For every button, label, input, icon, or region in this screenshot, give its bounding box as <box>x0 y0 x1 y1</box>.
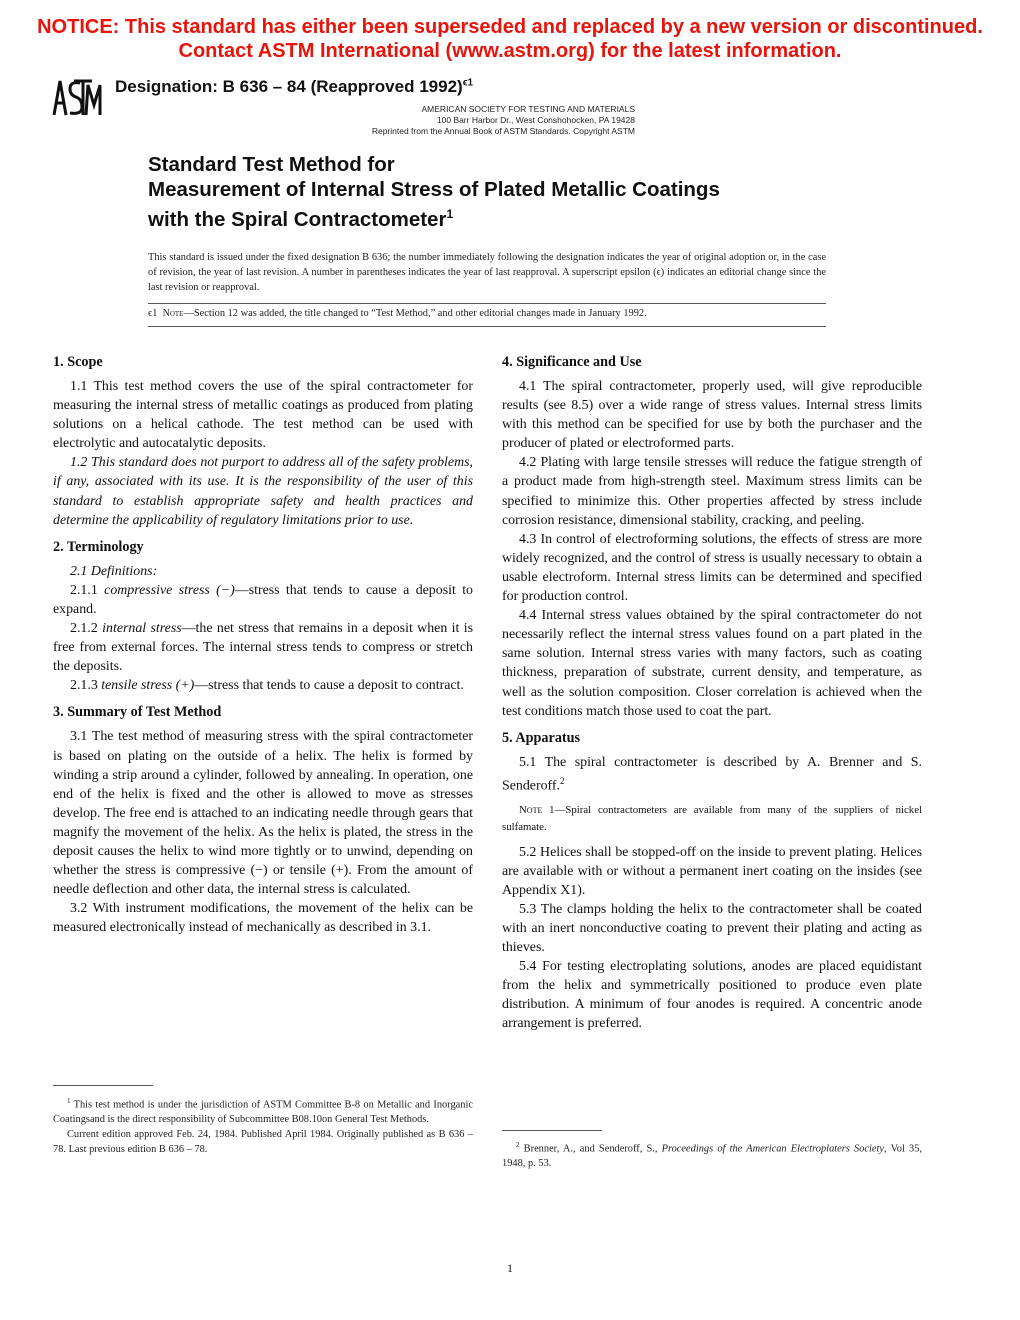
publisher-block <box>300 104 635 137</box>
paragraph: 4.3 In control of electroforming solutions, the effects of stress are more widely recognized, and the control of stress is usually necessary to obtain a usable electroform. Internal stress limits can be determined and specified for production control. <box>502 531 922 605</box>
astm-logo-icon <box>50 75 102 119</box>
paragraph: 2.1.1 compressive stress (−)—stress that tends to cause a deposit to expand. <box>53 582 473 617</box>
notice-line-2: Contact ASTM International (www.astm.org) for the latest information. <box>178 40 842 62</box>
section-heading: 5. Apparatus <box>502 729 581 746</box>
publisher-address: 100 Barr Harbor Dr., West Conshohocken, PA 19428 <box>436 115 635 125</box>
editorial-note: ϵ1 Note—Section 12 was added, the title changed to “Test Method,” and other editorial changes made in January 1992. <box>148 308 647 319</box>
notice-line-1: NOTICE: This standard has either been superseded and replaced by a new version or discontinued. <box>37 16 983 38</box>
paragraph: 4.4 Internal stress values obtained by the spiral contractometer do not necessarily reflect the internal stress values found on a part plated in the same solution. Internal stress varies with many factors, such as coating thickness, preparation of substrate, current density, and temperature, as well as the solution composition. Closer correlation is achieved when the test conditions match those used to coat the part. <box>502 608 922 719</box>
right-column <box>502 353 922 1033</box>
paragraph: 3.1 The test method of measuring stress with the spiral contractometer is based on plating on the outside of a helix. The helix is formed by winding a strip around a cylinder, followed by annealing. In operation, one end of the helix is fixed and the other is allowed to move as stresses develop. The free end is attached to an indicating needle through gears that magnify the movement of the helix. As the helix is plated, the stress in the deposit causes the helix to wind more tightly or to unwind, depending on whether the stress is compressive (−) or tensile (+). From the amount of needle deflection and other data, the internal stress is calculated. <box>53 729 473 898</box>
section-heading: 3. Summary of Test Method <box>53 704 222 721</box>
paragraph: 4.1 The spiral contractometer, properly used, will give reproducible results (see 8.5) over a wide range of stress values. Internal stress limits with this method can be specified for use by both the purchaser and the producer of plated or electroformed parts. <box>502 379 922 452</box>
designation: Designation: B 636 – 84 (Reapproved 1992)$^{\epsilon 1}$ <box>115 77 474 96</box>
publisher-name: AMERICAN SOCIETY FOR TESTING AND MATERIALS <box>421 104 635 114</box>
page-number: 1 <box>507 1261 513 1275</box>
reprint-line: Reprinted from the Annual Book of ASTM Standards. Copyright ASTM <box>371 126 635 136</box>
paragraph: 4.2 Plating with large tensile stresses will reduce the fatigue strength of a product made from high-strength steel. Maximum stress limits can be specified to minimize this. Other properties affected by stress include corrosion resistance, dimensional stability, cracking, and peeling. <box>502 455 922 528</box>
note-1: Note 1—Spiral contractometers are available from many of the suppliers of nickel sulfamate. <box>502 803 922 833</box>
left-column <box>53 353 473 937</box>
footnote-divider <box>53 1085 153 1086</box>
paragraph: 1.1 This test method covers the use of the spiral contractometer for measuring the internal stress of metallic coatings as produced from plating solutions on a helical cathode. The test method can be used with electrolytic and autocatalytic deposits. <box>53 379 473 452</box>
paragraph: 2.1.3 tensile stress (+)—stress that tends to cause a deposit to contract. <box>70 678 464 694</box>
paragraph: 1.2 This standard does not purport to address all of the safety problems, if any, associated with its use. It is the responsibility of the user of this standard to establish appropriate safety and health practices and determine the applicability of regulatory limitations prior to use. <box>53 455 473 528</box>
footnote-2: $^2$ Brenner, A., and Senderoff, S., Proceedings of the American Electroplaters Society, Vol 35, 1948, p. 53. <box>502 1141 922 1170</box>
paragraph: 2.1.2 internal stress—the net stress that remains in a deposit when it is free from external forces. The internal stress tends to compress or stretch the deposits. <box>53 621 473 675</box>
section-heading: 1. Scope <box>53 354 103 370</box>
footnote-1: $^1$ This test method is under the jurisdiction of ASTM Committee B-8 on Metallic and Inorganic Coatingsand is the direct responsibility of Subcommittee B08.10on General Test Methods. Current edition approved Feb. 24, 1984. Published April 1984. Originally published as B 636 – 78. Last previous edition B 636 – 78. <box>53 1097 473 1156</box>
paragraph: 3.2 With instrument modifications, the movement of the helix can be measured electronically instead of mechanically as described in 3.1. <box>53 901 473 936</box>
paragraph: 2.1 Definitions: <box>70 563 158 579</box>
divider <box>148 303 826 304</box>
paragraph: 5.4 For testing electroplating solutions, anodes are placed equidistant from the helix and symmetrically positioned to produce even plate distribution. A minimum of four anodes is required. A concentric anode arrangement is preferred. <box>502 959 922 1032</box>
footnote-divider <box>502 1130 602 1131</box>
paragraph: 5.3 The clamps holding the helix to the contractometer shall be coated with an inert nonconductive coating to prevent their plating and acting as thieves. <box>502 901 922 955</box>
document-title: Standard Test Method for Measurement of Internal Stress of Plated Metallic Coatings with the Spiral Contractometer$^1$ <box>148 153 720 231</box>
divider <box>148 326 826 327</box>
paragraph: 5.2 Helices shall be stopped-off on the inside to prevent plating. Helices are available with or without a permanent inert coating on the insides (see Appendix X1). <box>502 844 922 898</box>
issue-note: This standard is issued under the fixed designation B 636; the number immediately following the designation indicates the year of original adoption or, in the case of revision, the year of last revision. A number in parentheses indicates the year of last reapproval. A superscript epsilon (ϵ) indicates an editorial change since the last revision or reapproval. <box>148 252 826 293</box>
section-heading: 2. Terminology <box>53 538 144 555</box>
paragraph: 5.1 The spiral contractometer is described by A. Brenner and S. Senderoff.$^2$ <box>502 754 922 794</box>
section-heading: 4. Significance and Use <box>502 354 642 370</box>
